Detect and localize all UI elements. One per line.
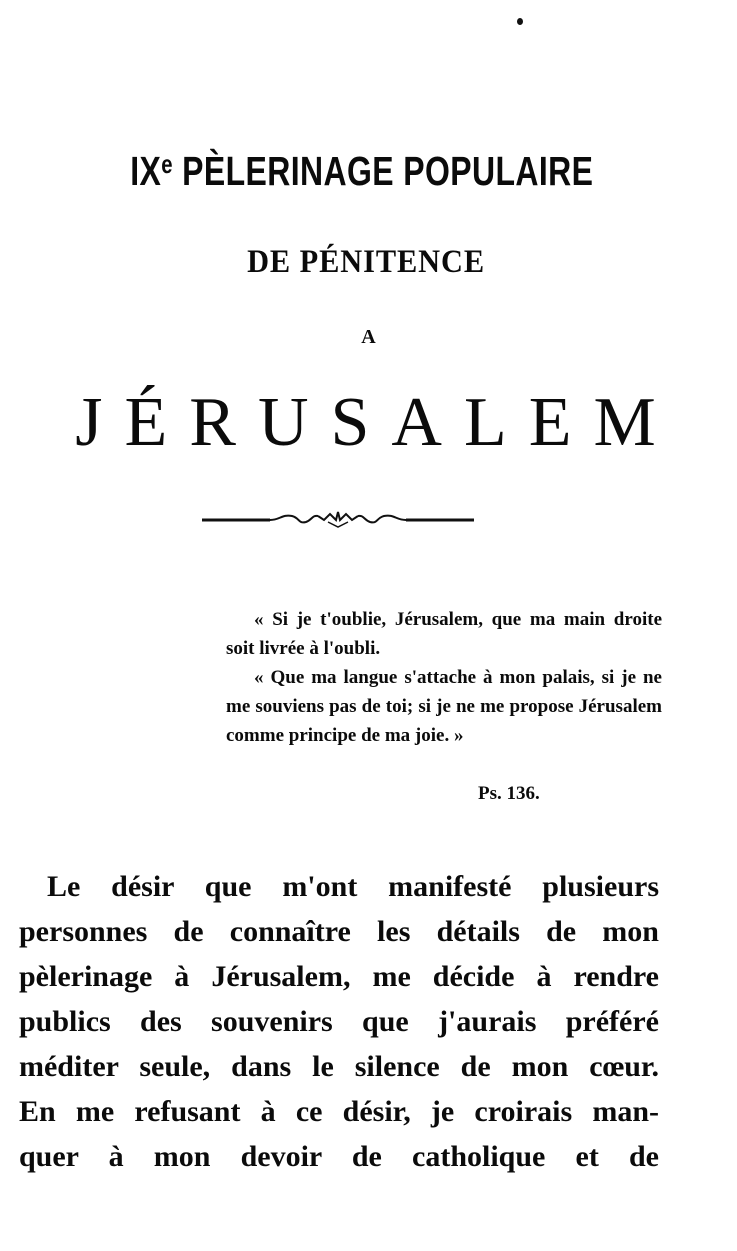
ornament-divider [200,507,476,529]
epigraph-paragraph-2: « Que ma langue s'attache à mon palais, si je ne me souviens pas de toi; si je ne me propose Jérusalem comme principe de ma joie. » [226,667,662,746]
epigraph-paragraph-1: « Si je t'oublie, Jérusalem, que ma main droite soit livrée à l'oubli. [226,609,662,659]
epigraph-quote [226,605,662,750]
title-line-penitence: DE PÉNITENCE [247,244,486,280]
epigraph-source: Ps. 136. [478,783,540,804]
body-line: personnes de connaître les détails de mon [19,915,659,948]
title-pilgrimage-text: PÈLERINAGE POPULAIRE [172,148,594,194]
title-line-city: JÉRUSALEM [75,384,678,461]
title-line-preposition: A [361,326,376,348]
body-line: Le désir que m'ont manifesté plusieurs [47,870,659,903]
body-line: quer à mon devoir de catholique et de [19,1140,659,1173]
title-ordinal-superscript: e [161,149,173,179]
title-ordinal: IX [130,148,162,194]
body-paragraph [19,864,659,1179]
body-line: pèlerinage à Jérusalem, me décide à rendre [19,960,659,993]
body-line: publics des souvenirs que j'aurais préféré [19,1005,659,1038]
body-line: méditer seule, dans le silence de mon cœur. [19,1050,659,1083]
title-line-pilgrimage [74,148,649,195]
ink-spot [517,18,523,25]
body-line: En me refusant à ce désir, je croirais man- [19,1095,659,1128]
